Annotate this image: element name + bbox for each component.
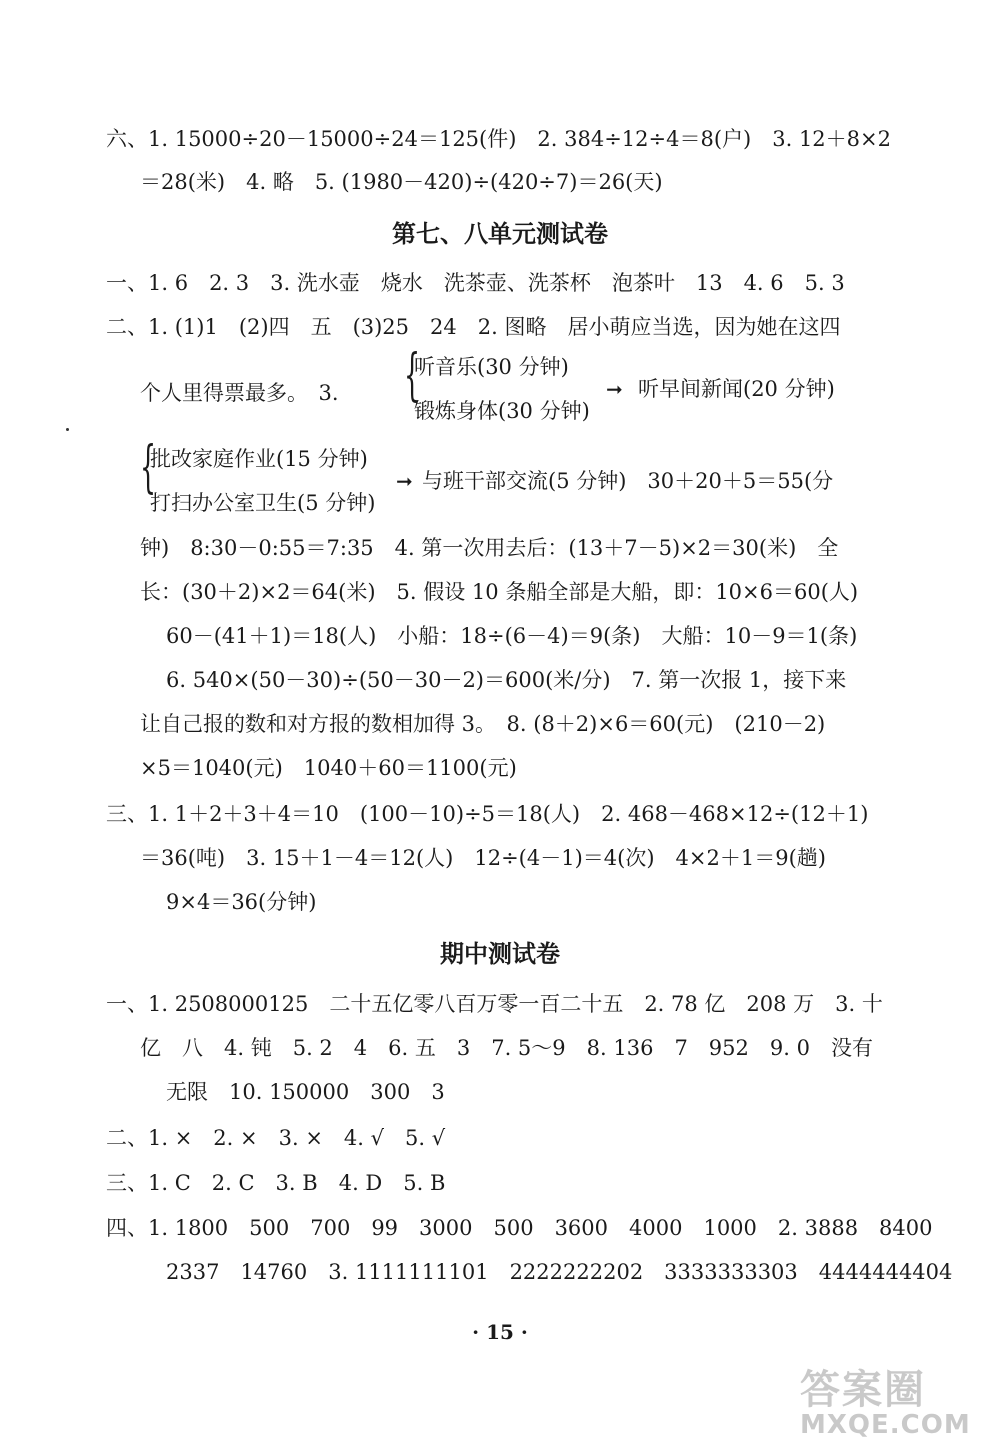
midterm-title: 期中测试卷 bbox=[440, 940, 560, 968]
unit78-line-10: 三、1. 1＋2＋3＋4＝10 (100－10)÷5＝18(人) 2. 468－468×12÷(12＋1) bbox=[106, 802, 869, 826]
watermark-en: MXQE.COM bbox=[800, 1410, 971, 1440]
midterm-line-5: 三、1. C 2. C 3. B 4. D 5. B bbox=[106, 1171, 446, 1195]
watermark-cn: 答案圈 bbox=[800, 1367, 926, 1413]
unit78-line-8: 让自己报的数和对方报的数相加得 3。 8. (8＋2)×6＝60(元) (210－2) bbox=[140, 712, 826, 736]
section-six-line-2: ＝28(米) 4. 略 5. (1980－420)÷(420÷7)＝26(天) bbox=[140, 170, 663, 194]
unit-7-8-title: 第七、八单元测试卷 bbox=[392, 220, 608, 248]
unit78-line-3: 个人里得票最多。 3. bbox=[140, 381, 339, 405]
brace-icon: { bbox=[140, 435, 157, 500]
midterm-line-4: 二、1. × 2. × 3. × 4. √ 5. √ bbox=[106, 1126, 446, 1150]
speck bbox=[66, 428, 69, 431]
brace1-top: 听音乐(30 分钟) bbox=[414, 355, 569, 379]
brace1-bottom: 锻炼身体(30 分钟) bbox=[414, 399, 590, 423]
unit78-line-4: 钟) 8:30－0:55＝7:35 4. 第一次用去后：(13＋7－5)×2＝30(米) 全 bbox=[140, 536, 839, 560]
page-number: · 15 · bbox=[472, 1320, 528, 1344]
unit78-line-6: 60－(41＋1)＝18(人) 小船：18÷(6－4)＝9(条) 大船：10－9＝1(条) bbox=[166, 624, 858, 648]
midterm-line-2: 亿 八 4. 钝 5. 2 4 6. 五 3 7. 5～9 8. 136 7 952 9. 0 没有 bbox=[140, 1036, 873, 1060]
unit78-line-1: 一、1. 6 2. 3 3. 洗水壶 烧水 洗茶壶、洗茶杯 泡茶叶 13 4. 6 5. 3 bbox=[106, 271, 845, 295]
unit78-line-5: 长：(30＋2)×2＝64(米) 5. 假设 10 条船全部是大船，即：10×6＝60(人) bbox=[140, 580, 859, 604]
midterm-line-7: 2337 14760 3. 1111111101 2222222202 3333333303 4444444404 bbox=[166, 1260, 953, 1284]
section-six-line-1: 六、1. 15000÷20－15000÷24＝125(件) 2. 384÷12÷4＝8(户) 3. 12＋8×2 bbox=[106, 127, 891, 151]
brace-icon: { bbox=[404, 343, 421, 408]
unit78-line-12: 9×4＝36(分钟) bbox=[166, 890, 317, 914]
brace1-result: 听早间新闻(20 分钟) bbox=[638, 377, 835, 401]
unit78-line-9: ×5＝1040(元) 1040＋60＝1100(元) bbox=[140, 756, 517, 780]
brace2-top: 批改家庭作业(15 分钟) bbox=[150, 447, 368, 471]
midterm-line-3: 无限 10. 150000 300 3 bbox=[166, 1080, 445, 1104]
brace2-result: 与班干部交流(5 分钟) 30＋20＋5＝55(分 bbox=[422, 469, 834, 493]
watermark-logo bbox=[800, 1368, 971, 1438]
midterm-line-1: 一、1. 2508000125 二十五亿零八百万零一百二十五 2. 78 亿 208 万 3. 十 bbox=[106, 992, 883, 1016]
midterm-line-6: 四、1. 1800 500 700 99 3000 500 3600 4000 1000 2. 3888 8400 bbox=[106, 1216, 933, 1240]
brace2-bottom: 打扫办公室卫生(5 分钟) bbox=[150, 491, 376, 515]
unit78-line-2: 二、1. (1)1 (2)四 五 (3)25 24 2. 图略 居小萌应当选，因为她在这四 bbox=[106, 315, 841, 339]
unit78-line-11: ＝36(吨) 3. 15＋1－4＝12(人) 12÷(4－1)＝4(次) 4×2＋1＝9(趟) bbox=[140, 846, 826, 870]
unit78-line-7: 6. 540×(50－30)÷(50－30－2)＝600(米/分) 7. 第一次报 1，接下来 bbox=[166, 668, 847, 692]
arrow-right-icon: ➞ bbox=[606, 377, 623, 401]
arrow-right-icon: ➞ bbox=[396, 469, 413, 493]
